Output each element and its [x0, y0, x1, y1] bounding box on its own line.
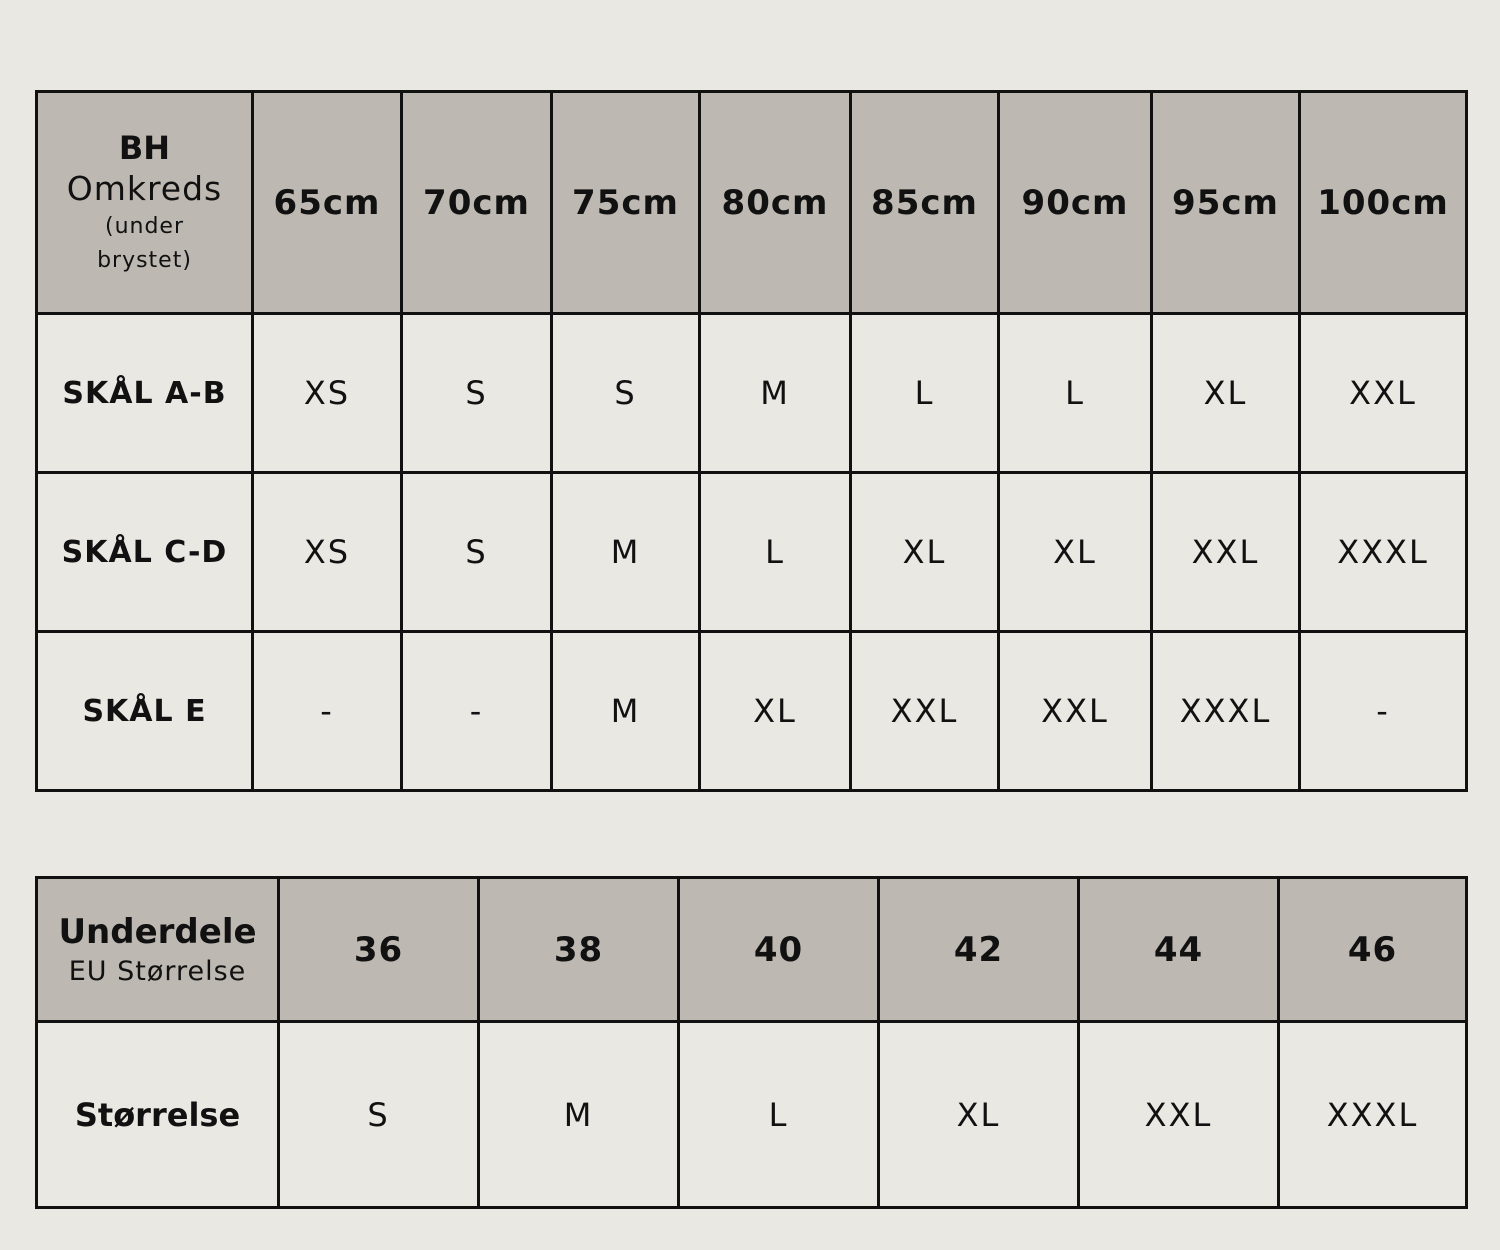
bra-column-header: 65cm — [253, 92, 402, 314]
bra-column-header: 95cm — [1152, 92, 1300, 314]
table-row — [37, 1022, 1467, 1208]
table-row — [37, 473, 1467, 632]
size-cell: S — [402, 473, 552, 632]
bottoms-column-header: 44 — [1079, 878, 1279, 1022]
size-cell: S — [402, 314, 552, 473]
bottoms-corner-title: Underdele — [58, 911, 257, 952]
size-cell: XL — [879, 1022, 1079, 1208]
size-cell: M — [552, 473, 700, 632]
size-cell: XXXL — [1279, 1022, 1467, 1208]
bottoms-header-row — [37, 878, 1467, 1022]
size-cell: - — [253, 632, 402, 791]
size-cell: M — [552, 632, 700, 791]
size-cell: XXL — [851, 632, 999, 791]
bottoms-size-table — [35, 876, 1468, 1209]
size-cell: XXL — [1079, 1022, 1279, 1208]
bra-corner-sub-1: (under — [104, 213, 184, 239]
size-cell: XL — [1152, 314, 1300, 473]
row-label: SKÅL C-D — [37, 473, 253, 632]
bra-corner-title: BH — [118, 128, 171, 167]
bra-column-header: 70cm — [402, 92, 552, 314]
size-cell: XL — [851, 473, 999, 632]
table-row — [37, 632, 1467, 791]
bottoms-column-header: 42 — [879, 878, 1079, 1022]
size-cell: XL — [700, 632, 851, 791]
row-label: SKÅL E — [37, 632, 253, 791]
row-label: Størrelse — [37, 1022, 279, 1208]
bra-corner-main: Omkreds — [66, 168, 223, 208]
bottoms-column-header: 38 — [479, 878, 679, 1022]
size-cell: L — [851, 314, 999, 473]
size-cell: - — [402, 632, 552, 791]
size-cell: XS — [253, 473, 402, 632]
bra-size-table — [35, 90, 1468, 792]
size-cell: L — [679, 1022, 879, 1208]
bra-column-header: 100cm — [1300, 92, 1467, 314]
size-cell: M — [479, 1022, 679, 1208]
bra-column-header: 75cm — [552, 92, 700, 314]
size-cell: XXXL — [1300, 473, 1467, 632]
size-cell: XXL — [1152, 473, 1300, 632]
bra-corner-sub-2: brystet) — [97, 247, 192, 273]
bottoms-corner-header — [37, 878, 279, 1022]
size-cell: S — [279, 1022, 479, 1208]
bra-column-header: 85cm — [851, 92, 999, 314]
bottoms-column-header: 36 — [279, 878, 479, 1022]
row-label: SKÅL A-B — [37, 314, 253, 473]
size-cell: XL — [999, 473, 1152, 632]
size-cell: XXL — [1300, 314, 1467, 473]
bra-header-row — [37, 92, 1467, 314]
size-cell: M — [700, 314, 851, 473]
size-cell: - — [1300, 632, 1467, 791]
table-row — [37, 314, 1467, 473]
bottoms-column-header: 40 — [679, 878, 879, 1022]
size-cell: XXXL — [1152, 632, 1300, 791]
bra-corner-header — [37, 92, 253, 314]
bottoms-column-header: 46 — [1279, 878, 1467, 1022]
size-cell: XS — [253, 314, 402, 473]
bra-column-header: 80cm — [700, 92, 851, 314]
bra-column-header: 90cm — [999, 92, 1152, 314]
bottoms-corner-sub: EU Størrelse — [68, 955, 247, 987]
size-cell: XXL — [999, 632, 1152, 791]
size-cell: L — [999, 314, 1152, 473]
size-cell: S — [552, 314, 700, 473]
size-cell: L — [700, 473, 851, 632]
